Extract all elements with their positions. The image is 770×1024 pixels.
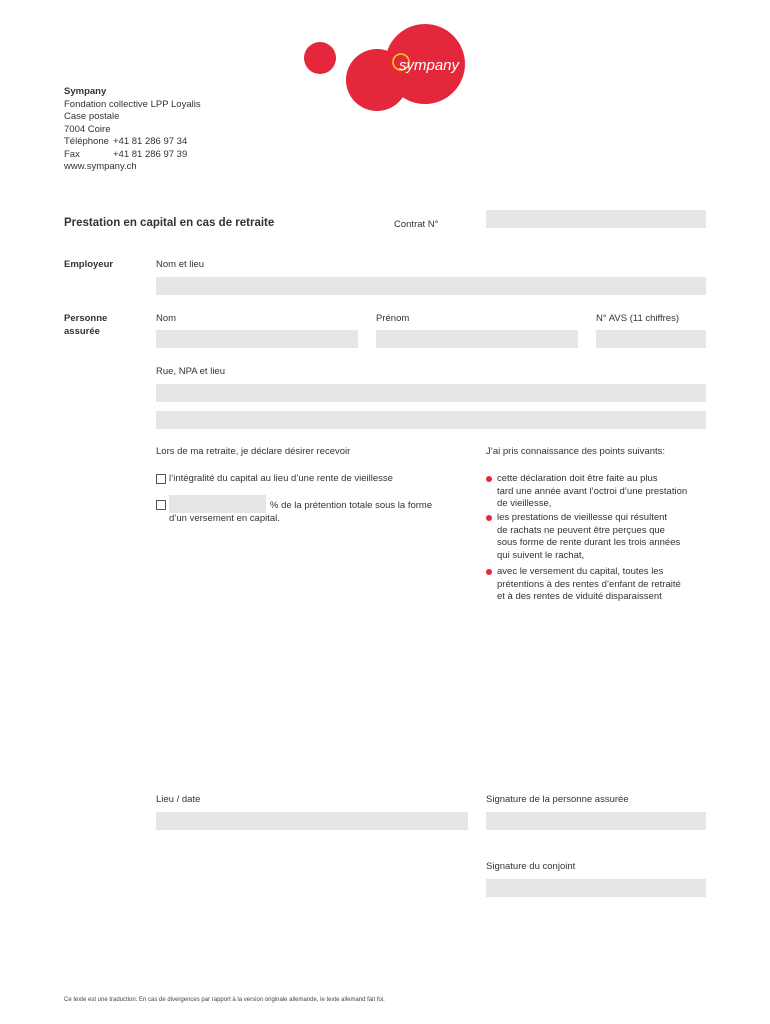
street-field-line1[interactable] bbox=[156, 384, 706, 402]
avs-label: N° AVS (11 chiffres) bbox=[596, 313, 679, 324]
phone-number: +41 81 286 97 34 bbox=[113, 136, 188, 147]
company-name: Sympany bbox=[64, 86, 107, 97]
spouse-signature-label: Signature du conjoint bbox=[486, 861, 576, 872]
street-field-line2[interactable] bbox=[156, 411, 706, 429]
notes-intro: J’ai pris connaissance des points suivants: bbox=[486, 446, 666, 457]
fax-line bbox=[64, 149, 201, 162]
sender-address bbox=[64, 86, 201, 174]
note-item-2-line: sous forme de rente durant les trois années bbox=[497, 537, 681, 548]
note-item-2-line: qui suivent le rachat, bbox=[497, 549, 585, 561]
bullet-icon bbox=[486, 515, 492, 521]
full-capital-option-label: l’intégralité du capital au lieu d’une rente de vieillesse bbox=[169, 473, 393, 484]
bullet-icon bbox=[486, 476, 492, 482]
lastname-field[interactable] bbox=[156, 330, 358, 348]
fax-label: Fax bbox=[64, 148, 80, 160]
note-item-3-line: prétentions à des rentes d’enfant de retraité bbox=[497, 578, 681, 590]
phone-label: Téléphone bbox=[64, 136, 109, 147]
note-item-3-line: et à des rentes de viduité disparaissent bbox=[497, 591, 662, 602]
note-item-2-line: les prestations de vieillesse qui résultent bbox=[497, 512, 668, 523]
avs-number-field[interactable] bbox=[596, 330, 706, 348]
note-item-1-line: cette déclaration doit être faite au plus bbox=[497, 473, 658, 484]
phone-line bbox=[64, 136, 201, 149]
note-item-1 bbox=[497, 473, 687, 511]
foundation-name: Fondation collective LPP Loyalis bbox=[64, 98, 201, 110]
fax-number: +41 81 286 97 39 bbox=[113, 148, 188, 160]
place-date-label: Lieu / date bbox=[156, 794, 201, 805]
city: 7004 Coire bbox=[64, 123, 111, 135]
form-title: Prestation en capital en cas de retraite bbox=[64, 217, 275, 229]
partial-capital-option-label-line1: % de la prétention totale sous la forme bbox=[270, 500, 433, 511]
employer-name-place-field[interactable] bbox=[156, 277, 706, 295]
insured-signature-field[interactable] bbox=[486, 812, 706, 830]
spouse-signature-field[interactable] bbox=[486, 879, 706, 897]
bullet-icon bbox=[486, 569, 492, 575]
note-item-2 bbox=[497, 512, 680, 562]
note-item-3 bbox=[497, 566, 681, 604]
options-intro: Lors de ma retraite, je déclare désirer recevoir bbox=[156, 446, 351, 457]
logo-text: sympany bbox=[399, 57, 460, 74]
employer-name-place-label: Nom et lieu bbox=[156, 259, 205, 270]
insured-signature-label: Signature de la personne assurée bbox=[486, 794, 629, 805]
insured-section-label-line2: assurée bbox=[64, 325, 100, 337]
insured-section-label-line1: Personne bbox=[64, 313, 108, 324]
note-item-1-line: de vieillesse, bbox=[497, 498, 552, 509]
note-item-3-line: avec le versement du capital, toutes les bbox=[497, 566, 664, 577]
firstname-label: Prénom bbox=[376, 313, 410, 324]
note-item-2-line: de rachats ne peuvent être perçues que bbox=[497, 524, 665, 536]
partial-capital-option-label-line2: d’un versement en capital. bbox=[169, 513, 280, 524]
place-date-field[interactable] bbox=[156, 812, 468, 830]
contract-number-field[interactable] bbox=[486, 210, 706, 228]
lastname-label: Nom bbox=[156, 313, 177, 324]
firstname-field[interactable] bbox=[376, 330, 578, 348]
street-label: Rue, NPA et lieu bbox=[156, 366, 226, 377]
percentage-field[interactable] bbox=[169, 495, 266, 513]
note-item-1-line: tard une année avant l’octroi d’une prestation bbox=[497, 485, 688, 497]
partial-capital-checkbox[interactable] bbox=[156, 500, 166, 510]
contract-label: Contrat N° bbox=[394, 219, 439, 230]
translation-disclaimer: Ce texte est une traduction. En cas de divergences par rapport à la version originale allemande, le texte allemand fait foi. bbox=[64, 997, 385, 1003]
sympany-logo bbox=[295, 22, 475, 112]
full-capital-checkbox[interactable] bbox=[156, 474, 166, 484]
employer-section-label: Employeur bbox=[64, 259, 114, 270]
postbox: Case postale bbox=[64, 111, 120, 122]
insured-section-label bbox=[64, 313, 107, 338]
logo-small-circle bbox=[304, 42, 336, 74]
website-link[interactable]: www.sympany.ch bbox=[64, 161, 137, 172]
